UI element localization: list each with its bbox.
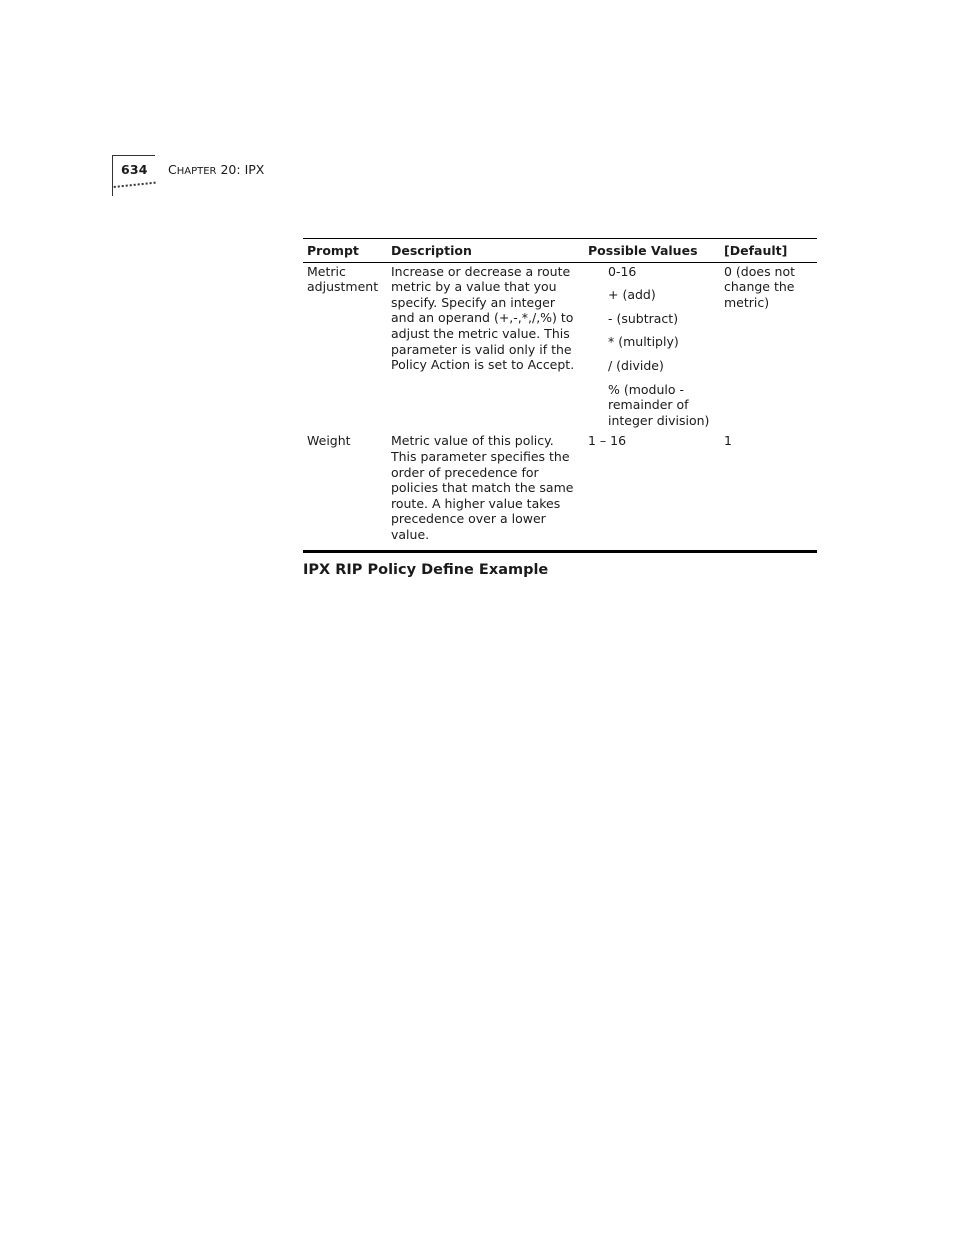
column-header-description: Description bbox=[387, 239, 584, 263]
value-item: 0-16 bbox=[608, 263, 637, 279]
parameter-table bbox=[303, 238, 817, 553]
possible-values-list bbox=[588, 264, 716, 429]
table-row bbox=[303, 262, 817, 428]
possible-values-cell: 1 – 16 bbox=[584, 428, 720, 551]
value-item: / (divide) bbox=[608, 357, 664, 373]
description-cell: Increase or decrease a route metric by a value that you specify. Specify an integer and an operand (+,-,*,/,%) to adjust the metric value. This parameter is valid only if the Policy Action is set to Accept. bbox=[391, 263, 575, 373]
default-cell: 1 bbox=[720, 428, 817, 551]
default-cell: 0 (does not change the metric) bbox=[724, 263, 796, 310]
value-item: % (modulo - remainder of integer division) bbox=[608, 381, 710, 428]
section-heading: IPX RIP Policy Define Example bbox=[303, 562, 549, 578]
page-number: 634 bbox=[121, 162, 148, 177]
possible-values-cell bbox=[584, 262, 720, 428]
prompt-cell: Metric adjustment bbox=[307, 263, 379, 295]
column-header-possible-values: Possible Values bbox=[584, 239, 720, 263]
value-item: * (multiply) bbox=[608, 334, 679, 350]
description-cell: Metric value of this policy. This parameter specifies the order of precedence for policies that match the same route. A higher value takes precedence over a lower value. bbox=[387, 428, 584, 551]
table-row bbox=[303, 428, 817, 551]
column-header-default: [Default] bbox=[720, 239, 817, 263]
running-head bbox=[168, 162, 264, 177]
table-header-row bbox=[303, 239, 817, 263]
prompt-cell: Weight bbox=[303, 428, 387, 551]
chapter-initial: C bbox=[168, 162, 177, 177]
value-item: + (add) bbox=[608, 287, 656, 303]
chapter-title: 20: IPX bbox=[216, 162, 265, 177]
value-item: - (subtract) bbox=[608, 310, 679, 326]
chapter-label-smallcaps: HAPTER bbox=[176, 166, 217, 177]
column-header-prompt: Prompt bbox=[303, 239, 387, 263]
